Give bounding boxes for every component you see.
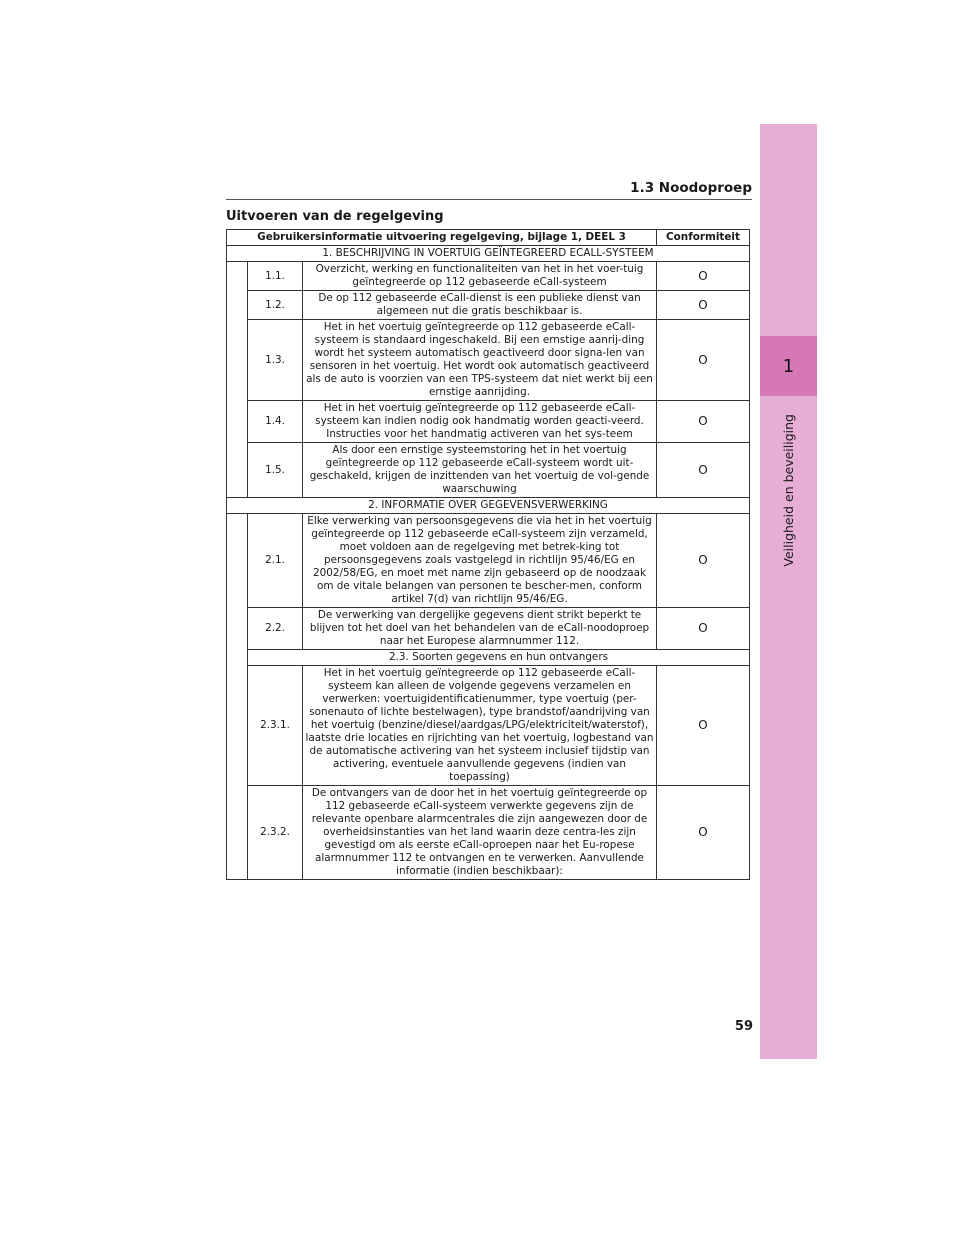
table-row xyxy=(227,320,750,401)
row-text: De verwerking van dergelijke gegevens dient strikt beperkt te blijven tot het doel van het behandelen van de eCall-noodoproep naar het Europese alarmnummer 112. xyxy=(303,608,657,650)
table-row xyxy=(227,262,750,291)
row-text: Elke verwerking van persoonsgegevens die via het in het voertuig geïntegreerde op 112 gebaseerde eCall-systeem zijn verzameld, moet voldoen aan de regelgeving met betrek-king tot persoonsgegevens zoals vastgelegd in richtlijn 95/46/EG en 2002/58/EG, en moet met name zijn gebaseerd op de noodzaak om de vitale belangen van personen te bescher-men, conform artikel 7(d) van richtlijn 95/46/EG. xyxy=(303,514,657,608)
running-header: 1.3 Noodoproep xyxy=(630,180,752,196)
table-row xyxy=(227,443,750,498)
subsection-2-3-title: 2.3. Soorten gegevens en hun ontvangers xyxy=(248,650,750,666)
row-text: Als door een ernstige systeemstoring het in het voertuig geïntegreerde op 112 gebaseerde eCall-systeem wordt uit-geschakeld, krijgen de inzittenden van het voertuig de vol-gende waarschuwing xyxy=(303,443,657,498)
section-2-title: 2. INFORMATIE OVER GEGEVENSVERWERKING xyxy=(227,498,750,514)
table-row xyxy=(227,291,750,320)
chapter-label: Veiligheid en beveiliging xyxy=(780,413,796,567)
table-header-row xyxy=(227,230,750,246)
header-conformity: Conformiteit xyxy=(657,230,750,246)
row-ref: 2.3.1. xyxy=(248,666,303,786)
section-row xyxy=(227,498,750,514)
row-conformity: O xyxy=(657,666,750,786)
row-text: Het in het voertuig geïntegreerde op 112 gebaseerde eCall-systeem kan indien nodig ook handmatig worden geacti-veerd. Instructies voor het handmatig activeren van het sys-teem xyxy=(303,401,657,443)
table-row xyxy=(227,786,750,880)
row-conformity: O xyxy=(657,401,750,443)
row-text: Overzicht, werking en functionaliteiten van het in het voer-tuig geïntegreerde op 112 gebaseerde eCall-systeem xyxy=(303,262,657,291)
row-conformity: O xyxy=(657,262,750,291)
row-ref: 2.2. xyxy=(248,608,303,650)
indent-cell xyxy=(227,262,248,498)
section-row xyxy=(227,246,750,262)
row-ref: 1.4. xyxy=(248,401,303,443)
table-row xyxy=(227,514,750,608)
header-description: Gebruikersinformatie uitvoering regelgeving, bijlage 1, DEEL 3 xyxy=(227,230,657,246)
section-title: Uitvoeren van de regelgeving xyxy=(226,209,444,224)
row-text: Het in het voertuig geïntegreerde op 112 gebaseerde eCall-systeem kan alleen de volgende gegevens verzamelen en verwerken: voertuigidentificatienummer, type voertuig (per-sonenauto of lichte bestelwagen), type brandstof/aandrijving van het voertuig (benzine/diesel/aardgas/LPG/elektriciteit/waterstof), laatste drie locaties en rijrichting van het voertuig, logbestand van de automatische activering van het systeem inclusief tijdstip van activering, eventuele aanvullende gegevens (indien van toepassing) xyxy=(303,666,657,786)
regulation-table xyxy=(226,229,750,880)
row-ref: 1.2. xyxy=(248,291,303,320)
chapter-number-tab xyxy=(760,336,817,396)
row-conformity: O xyxy=(657,443,750,498)
row-text: Het in het voertuig geïntegreerde op 112 gebaseerde eCall-systeem is standaard ingeschakeld. Bij een ernstige aanrij-ding wordt het systeem automatisch geactiveerd door signa-len van sensoren in het voertuig. Het wordt ook automatisch geactiveerd als de auto is voorzien van een TPS-systeem dat niet werkt bij een ernstige aanrijding. xyxy=(303,320,657,401)
chapter-label-container xyxy=(759,410,817,570)
table-row xyxy=(227,666,750,786)
row-conformity: O xyxy=(657,608,750,650)
row-conformity: O xyxy=(657,291,750,320)
row-conformity: O xyxy=(657,320,750,401)
row-conformity: O xyxy=(657,514,750,608)
row-text: De op 112 gebaseerde eCall-dienst is een publieke dienst van algemeen nut die gratis beschikbaar is. xyxy=(303,291,657,320)
row-ref: 1.5. xyxy=(248,443,303,498)
header-rule xyxy=(226,199,752,200)
row-ref: 2.1. xyxy=(248,514,303,608)
row-ref: 1.1. xyxy=(248,262,303,291)
row-conformity: O xyxy=(657,786,750,880)
section-1-title: 1. BESCHRIJVING IN VOERTUIG GEÏNTEGREERD ECALL-SYSTEEM xyxy=(227,246,750,262)
indent-cell xyxy=(227,514,248,880)
chapter-number: 1 xyxy=(782,355,795,377)
row-ref: 2.3.2. xyxy=(248,786,303,880)
table-row xyxy=(227,608,750,650)
chapter-side-tab xyxy=(760,124,817,1059)
row-ref: 1.3. xyxy=(248,320,303,401)
page-number: 59 xyxy=(734,1019,753,1034)
subsection-row xyxy=(227,650,750,666)
table-row xyxy=(227,401,750,443)
row-text: De ontvangers van de door het in het voertuig geïntegreerde op 112 gebaseerde eCall-systeem verwerkte gegevens zijn de relevante openbare alarmcentrales die zijn aangewezen door de overheidsinstanties van het land waarin deze centra-les zijn gevestigd om als eerste eCall-oproepen naar het Eu-ropese alarmnummer 112 te ontvangen en te verwerken. Aanvullende informatie (indien beschikbaar): xyxy=(303,786,657,880)
